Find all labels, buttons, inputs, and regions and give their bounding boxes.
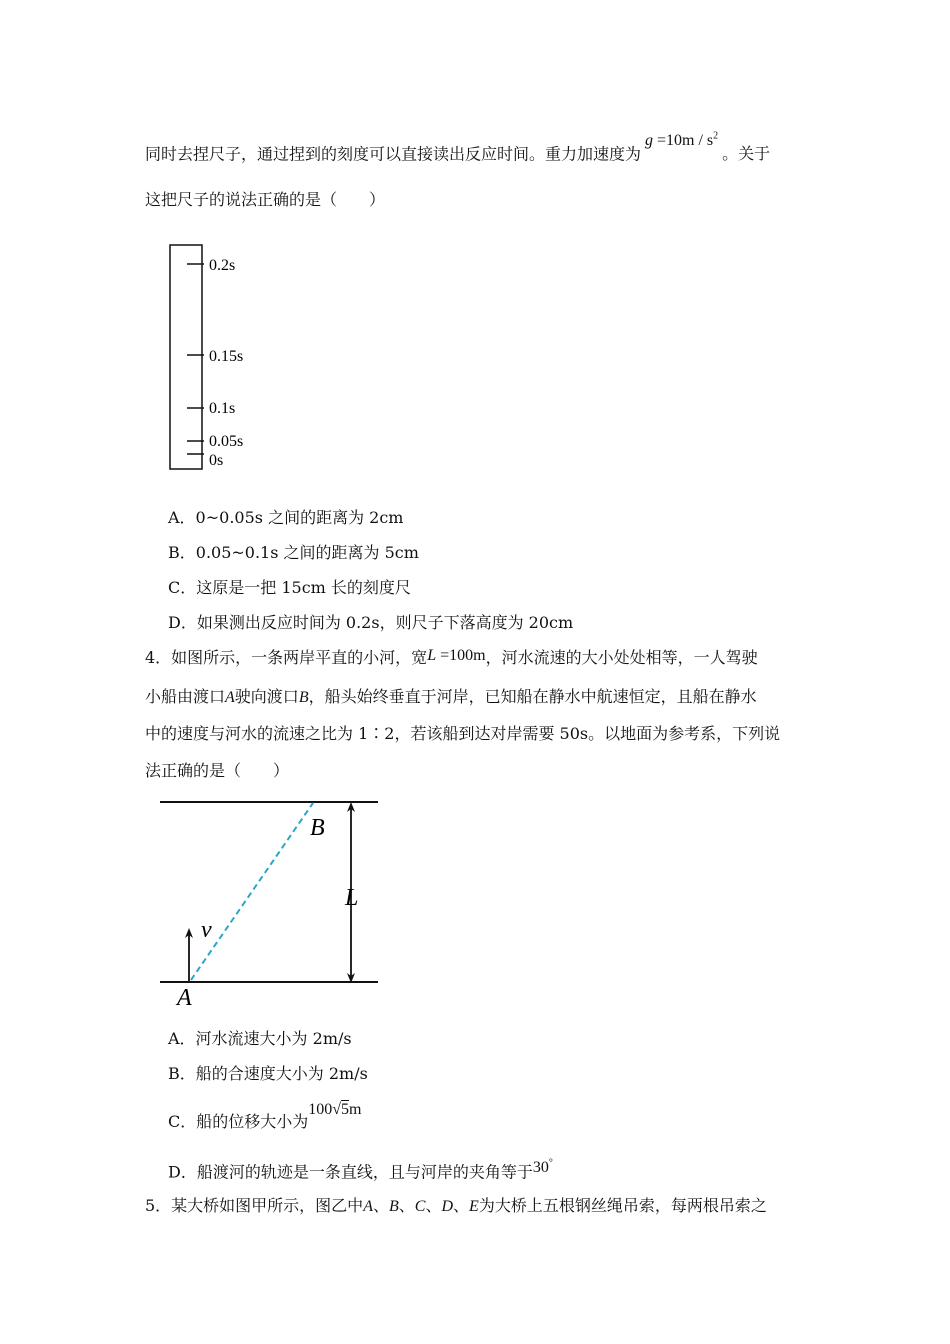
ruler-label-0: 0s [209,452,224,469]
q3-option-b: B．0.05~0.1s 之间的距离为 5cm [168,543,419,562]
q4-option-d: D．船渡河的轨迹是一条直线，且与河岸的夹角等于30° [168,1158,553,1182]
width-formula: L =100m [427,647,486,664]
label-v: v [201,917,212,943]
angle-formula: 30° [532,1158,553,1177]
q4-line1: 4．如图所示，一条两岸平直的小河，宽L =100m，河水流速的大小处处相等，一人驾驶 [145,647,758,667]
label-L: L [345,885,359,911]
q3-line2: 这把尺子的说法正确的是（ ） [145,190,386,209]
q3-option-c: C．这原是一把 15cm 长的刻度尺 [168,578,411,597]
q3-line1: 同时去捏尺子，通过捏到的刻度可以直接读出反应时间。重力加速度为$g =10m / s^2$。关于 [145,131,771,164]
q4-line3: 中的速度与河水的流速之比为 1∶2，若该船到达对岸需要 50s。以地面为参考系，下列说 [145,724,781,743]
ruler-label-0.15: 0.15s [209,348,244,365]
ruler-label-0.1: 0.1s [209,400,236,417]
q5-line1: 5．某大桥如图甲所示，图乙中A、B、C、D、E为大桥上五根钢丝绳吊索，每两根吊索之 [145,1196,767,1215]
q3-option-d: D．如果测出反应时间为 0.2s，则尺子下落高度为 20cm [168,613,574,632]
q4-line4: 法正确的是（ ） [145,761,290,780]
q4-line2: 小船由渡口A驶向渡口B，船头始终垂直于河岸，已知船在静水中航速恒定，且船在静水 [145,687,757,706]
q4-option-a: A．河水流速大小为 2m/s [168,1029,352,1048]
displacement-formula: 100√5m [308,1101,362,1118]
ruler-label-0.05: 0.05s [209,433,244,450]
q3-line1-text: 同时去捏尺子，通过捏到的刻度可以直接读出反应时间。重力加速度为 [145,144,642,164]
gravity-formula: $g =10m / s^2$ [645,131,719,150]
label-B: B [310,815,325,841]
sqrt-sign: √ [332,1101,342,1118]
boat-path-dashed [191,803,313,980]
label-A: A [177,985,192,1011]
ruler-body [170,245,202,469]
ruler-figure [160,238,270,478]
q3-option-a: A．0~0.05s 之间的距离为 2cm [168,508,404,527]
river-figure [155,795,385,1015]
ruler-label-0.2: 0.2s [209,257,236,274]
q4-option-b: B．船的合速度大小为 2m/s [168,1064,368,1083]
q4-option-c: C．船的位移大小为100√5m [168,1101,362,1131]
